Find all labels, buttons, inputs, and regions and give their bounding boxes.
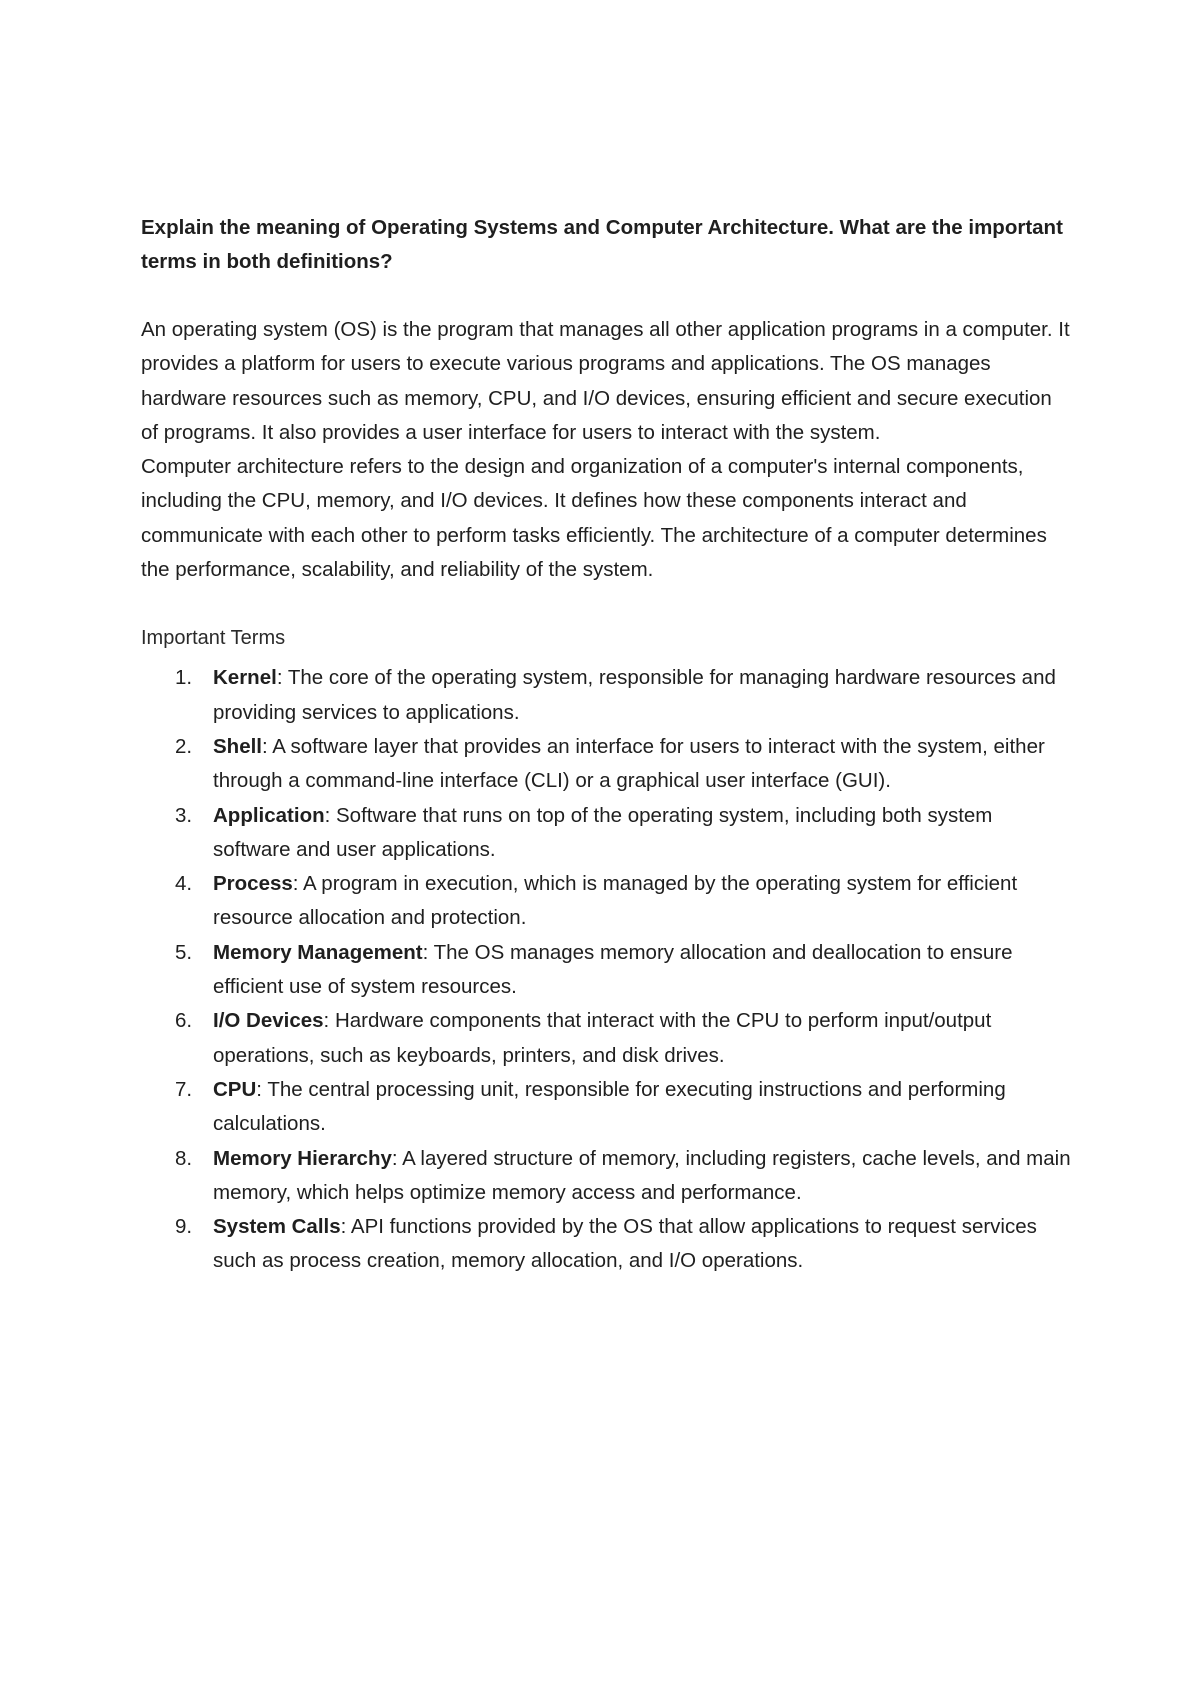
list-number: 2. bbox=[175, 734, 193, 758]
list-number: 4. bbox=[175, 872, 193, 896]
list-number: 8. bbox=[175, 1146, 193, 1170]
term-name: Memory Hierarchy bbox=[213, 1146, 392, 1170]
term-separator: : bbox=[292, 872, 299, 896]
term-separator: : bbox=[391, 1146, 398, 1170]
term-separator: : bbox=[422, 940, 429, 964]
term-description: Hardware components that interact with the CPU to perform input/output operations, such as keyboards, printers, and disk drives. bbox=[213, 1009, 992, 1067]
term-name: Shell bbox=[213, 734, 262, 758]
list-number: 1. bbox=[175, 666, 193, 690]
term-name: Application bbox=[213, 803, 325, 827]
list-item bbox=[141, 1073, 1071, 1142]
list-item bbox=[141, 867, 1071, 936]
list-item bbox=[141, 1210, 1071, 1279]
term-separator: : bbox=[323, 1009, 330, 1033]
os-definition-paragraph: An operating system (OS) is the program that manages all other application programs in a computer. It provides a platform for users to execute various programs and applications. The OS manages hardware resources such as memory, CPU, and I/O devices, ensuring efficient and secure execution of programs. It also provides a user interface for users to interact with the system. bbox=[141, 318, 1070, 444]
terms-list bbox=[141, 661, 1071, 1278]
term-separator: : bbox=[340, 1215, 347, 1239]
list-item bbox=[141, 936, 1071, 1005]
list-item bbox=[141, 799, 1071, 868]
term-separator: : bbox=[262, 734, 268, 758]
term-name: Kernel bbox=[213, 666, 277, 690]
term-name: System Calls bbox=[213, 1215, 341, 1239]
list-item bbox=[141, 730, 1071, 799]
term-description: A program in execution, which is managed by the operating system for efficient resource allocation and protection. bbox=[213, 872, 1018, 930]
term-description: A software layer that provides an interface for users to interact with the system, either through a command-line interface (CLI) or a graphical user interface (GUI). bbox=[213, 734, 1045, 793]
term-description: The OS manages memory allocation and deallocation to ensure efficient use of system resources. bbox=[213, 940, 1013, 999]
list-number: 6. bbox=[175, 1009, 193, 1033]
term-description: A layered structure of memory, including registers, cache levels, and main memory, which helps optimize memory access and performance. bbox=[213, 1146, 1071, 1204]
term-separator: : bbox=[256, 1077, 262, 1101]
term-description: Software that runs on top of the operating system, including both system software and user applications. bbox=[213, 803, 993, 861]
important-terms-heading: Important Terms bbox=[141, 627, 286, 650]
question-heading: Explain the meaning of Operating Systems and Computer Architecture. What are the important terms in both definitions? bbox=[141, 216, 1063, 273]
term-description: The core of the operating system, responsible for managing hardware resources and providing services to applications. bbox=[213, 666, 1056, 724]
term-name: Memory Management bbox=[213, 940, 423, 964]
list-number: 7. bbox=[175, 1077, 193, 1101]
term-description: API functions provided by the OS that allow applications to request services such as process creation, memory allocation, and I/O operations. bbox=[213, 1215, 1037, 1273]
term-separator: : bbox=[276, 666, 283, 690]
list-item bbox=[141, 661, 1071, 730]
term-name: I/O Devices bbox=[213, 1009, 324, 1033]
term-description: The central processing unit, responsible for executing instructions and performing calculations. bbox=[213, 1077, 1006, 1136]
document-body bbox=[141, 211, 1071, 1279]
list-number: 9. bbox=[175, 1215, 193, 1239]
list-item bbox=[141, 1004, 1071, 1073]
architecture-definition-paragraph: Computer architecture refers to the design and organization of a computer's internal components, including the CPU, memory, and I/O devices. It defines how these components interact and communicate with each other to perform tasks efficiently. The architecture of a computer determines the performance, scalability, and reliability of the system. bbox=[141, 455, 1047, 582]
term-separator: : bbox=[324, 803, 331, 827]
list-item bbox=[141, 1142, 1071, 1211]
term-name: Process bbox=[213, 872, 293, 896]
list-number: 5. bbox=[175, 940, 193, 964]
list-number: 3. bbox=[175, 803, 193, 827]
term-name: CPU bbox=[213, 1077, 257, 1101]
